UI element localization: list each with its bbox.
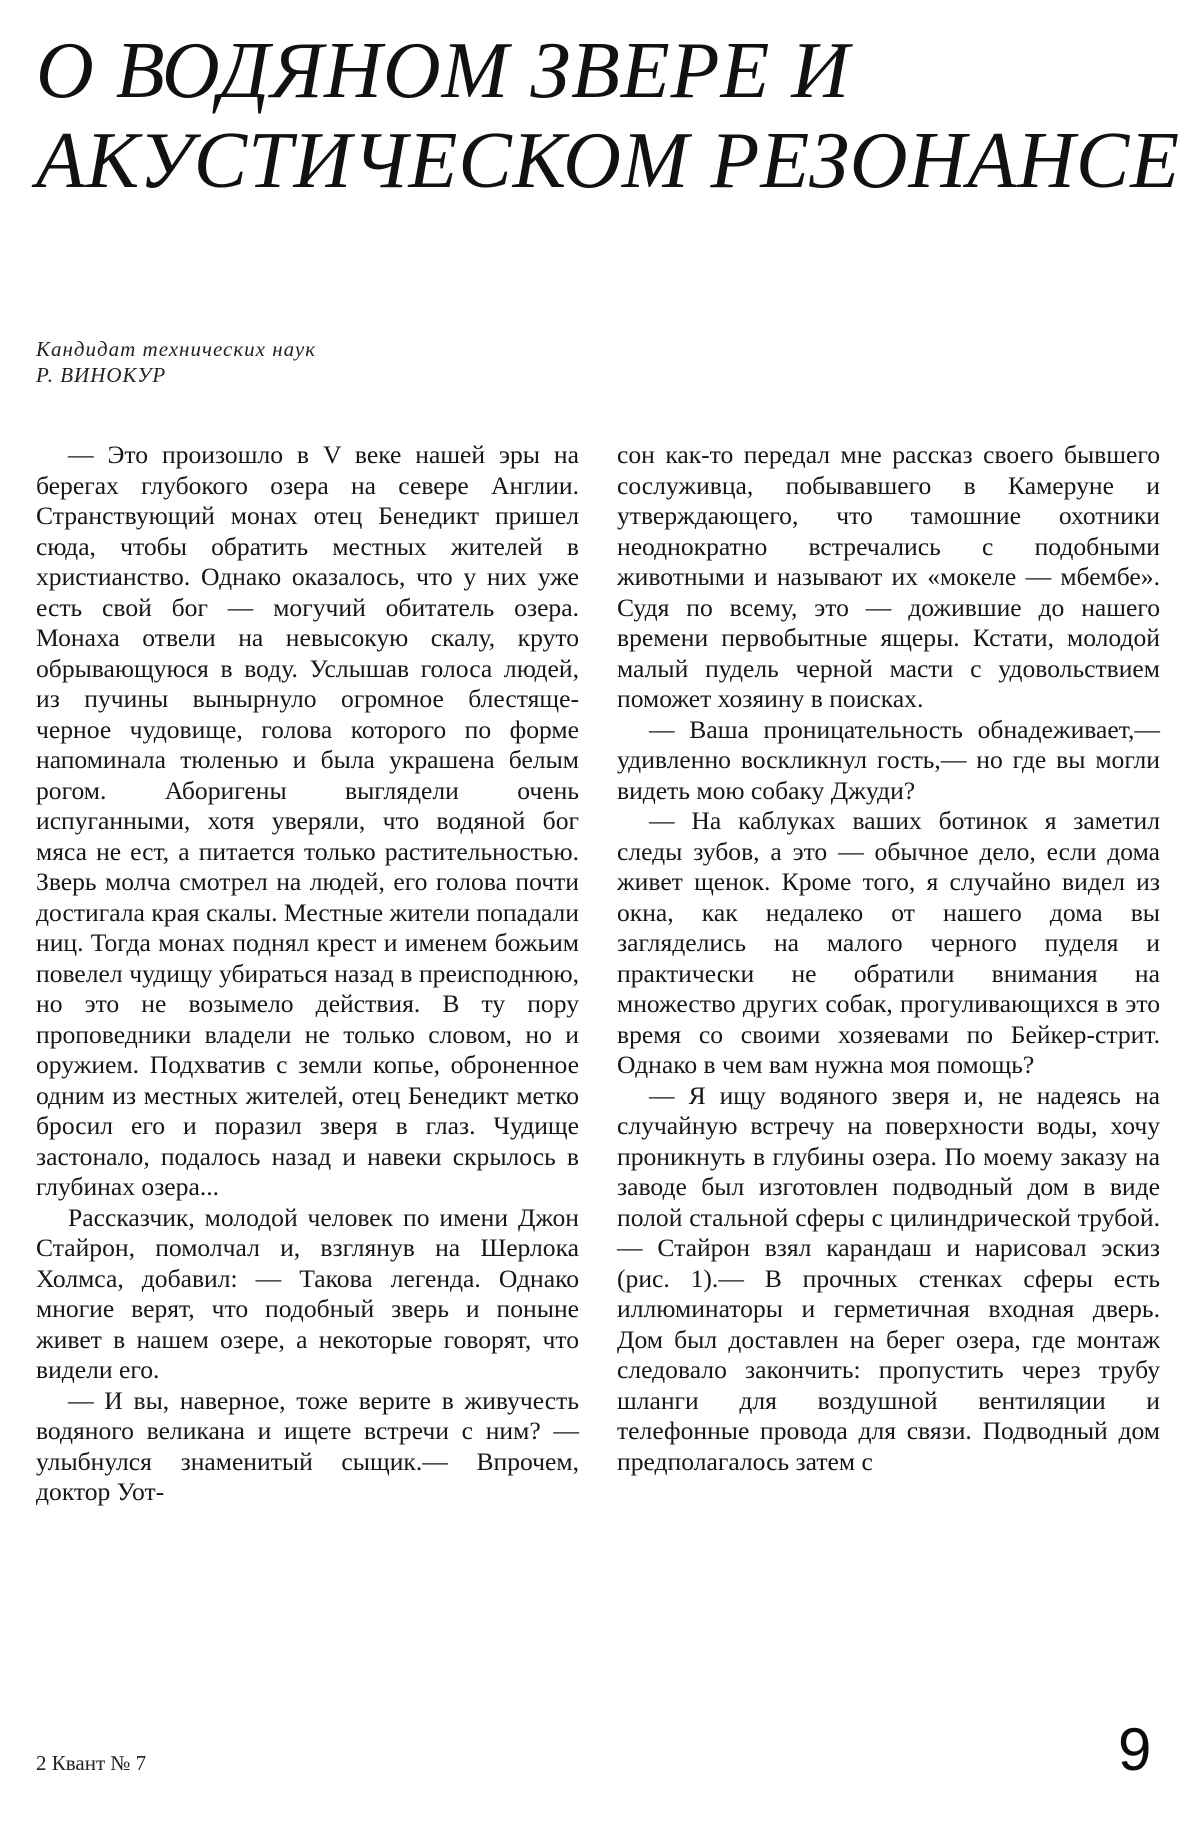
paragraph: Рассказчик, молодой человек по имени Джон Стайрон, помолчал и, взглянув на Шерлока Холмса, добавил: — Такова легенда. Однако многие верят, что подобный зверь и поныне живет в нашем озере, а некоторые говорят, что видели его. xyxy=(36,1202,579,1384)
paragraph: — На каблуках ваших ботинок я заметил следы зубов, а это — обычное дело, если дома живет щенок. Кроме того, я случайно видел из окна, как недалеко от нашего дома вы загляделись на малого черного пуделя и практически не обратили внимания на множество других собак, прогуливающихся в это время со своими хозяевами по Бейкер-стрит. Однако в чем вам нужна моя помощь? xyxy=(617,806,1160,1079)
paragraph: — Ваша проницательность обнадеживает,— удивленно воскликнул гость,— но где вы могли видеть мою собаку Джуди? xyxy=(617,714,1160,805)
author-role: Кандидат технических наук xyxy=(36,337,317,361)
title-line-2: АКУСТИЧЕСКОМ РЕЗОНАНСЕ xyxy=(36,117,1181,205)
page-number: 9 xyxy=(1118,1716,1152,1783)
text-column-right xyxy=(617,440,1160,1477)
title-line-1: О ВОДЯНОМ ЗВЕРЕ И xyxy=(36,27,851,115)
paragraph-continued: сон как-то передал мне рассказ своего бывшего сослуживца, побывавшего в Камеруне и утверждающего, что тамошние охотники неоднократно встречались с подобными животными и называют их «мокеле — мбембе». Судя по всему, это — дожившие до нашего времени первобытные ящеры. Кстати, молодой малый пудель черной масти с удовольствием поможет хозяину в поисках. xyxy=(617,440,1160,713)
paragraph: — Это произошло в V веке нашей эры на берегах глубокого озера на севере Англии. Странствующий монах отец Бенедикт пришел сюда, чтобы обратить местных жителей в христианство. Однако оказалось, что у них уже есть свой бог — могучий обитатель озера. Монаха отвели на невысокую скалу, круто обрывающуюся в воду. Услышав голоса людей, из пучины вынырнуло огромное блестяще-черное чудовище, голова которого по форме напоминала тюленью и была украшена белым рогом. Аборигены выглядели очень испуганными, хотя уверяли, что водяной бог мяса не ест, а питается только растительностью. Зверь молча смотрел на людей, его голова почти достигала края скалы. Местные жители попадали ниц. Тогда монах поднял крест и именем божьим повелел чудищу убираться назад в преисподнюю, но это не возымело действия. В ту пору проповедники владели не только словом, но и оружием. Подхватив с земли копье, оброненное одним из местных жителей, отец Бенедикт метко бросил его и поразил зверя в глаз. Чудище застонало, подалось назад и навеки скрылось в глубинах озера... xyxy=(36,440,579,1201)
paragraph: — И вы, наверное, тоже верите в живучесть водяного великана и ищете встречи с ним? — улыбнулся знаменитый сыщик.— Впрочем, доктор Уот- xyxy=(36,1385,579,1506)
author-byline xyxy=(36,336,316,388)
author-name: Р. ВИНОКУР xyxy=(36,363,167,387)
paragraph: — Я ищу водяного зверя и, не надеясь на случайную встречу на поверхности воды, хочу проникнуть в глубины озера. По моему заказу на заводе был изготовлен подводный дом в виде полой стальной сферы с цилиндрической трубой.— Стайрон взял карандаш и нарисовал эскиз (рис. 1).— В прочных стенках сферы есть иллюминаторы и герметичная входная дверь. Дом был доставлен на берег озера, где монтаж следовало закончить: пропустить через трубу шланги для воздушной вентиляции и телефонные провода для связи. Подводный дом предполагалось затем с xyxy=(617,1080,1160,1476)
text-column-left xyxy=(36,440,579,1508)
article-title xyxy=(36,26,1181,206)
journal-issue-mark: 2 Квант № 7 xyxy=(36,1751,147,1775)
